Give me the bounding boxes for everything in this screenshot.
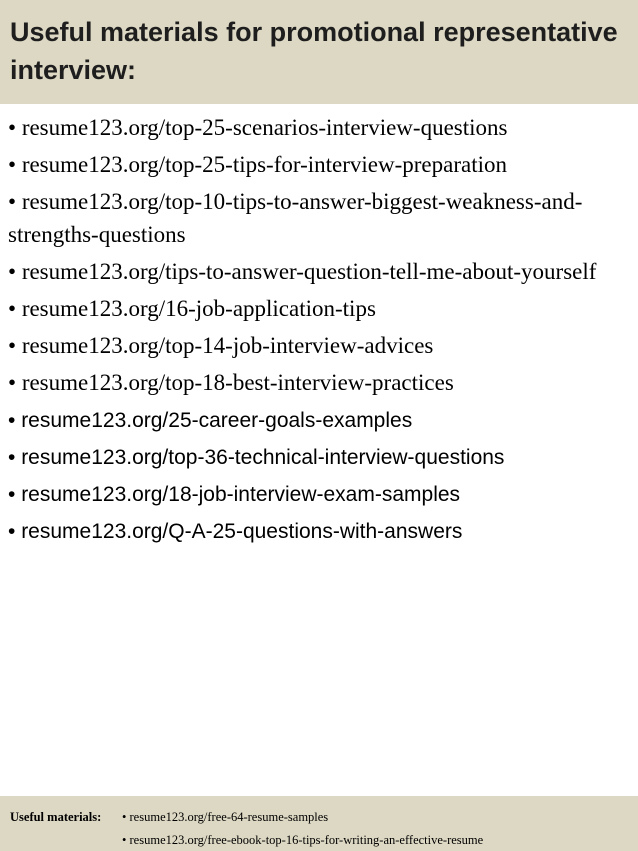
list-item[interactable] bbox=[8, 148, 628, 181]
footer-label-spacer bbox=[10, 829, 122, 851]
header-banner bbox=[0, 0, 638, 104]
resource-link[interactable]: resume123.org/top-36-technical-interview-questions bbox=[21, 446, 505, 469]
resource-link[interactable]: resume123.org/top-14-job-interview-advices bbox=[21, 333, 434, 358]
bullet-icon: • bbox=[122, 810, 130, 824]
bullet-icon: • bbox=[8, 259, 22, 284]
list-item[interactable] bbox=[8, 185, 628, 251]
footer-link[interactable]: • resume123.org/free-ebook-top-16-tips-for-writing-an-effective-resume bbox=[122, 833, 484, 847]
list-item[interactable] bbox=[8, 440, 628, 476]
bullet-icon: • bbox=[8, 446, 22, 469]
page-title: Useful materials for promotional representative interview: bbox=[10, 17, 618, 85]
resource-link[interactable]: resume123.org/tips-to-answer-question-tell-me-about-yourself bbox=[21, 259, 597, 284]
footer-label: Useful materials: bbox=[10, 810, 102, 824]
list-item[interactable] bbox=[8, 477, 628, 513]
bullet-icon: • bbox=[8, 189, 22, 214]
bullet-icon: • bbox=[122, 833, 130, 847]
list-item[interactable] bbox=[8, 514, 628, 550]
footer-row bbox=[10, 829, 638, 851]
list-item[interactable] bbox=[8, 111, 628, 144]
bullet-icon: • bbox=[8, 115, 22, 140]
resource-link[interactable]: resume123.org/Q-A-25-questions-with-answers bbox=[21, 520, 463, 543]
bullet-icon: • bbox=[8, 483, 22, 506]
footer-banner bbox=[0, 796, 638, 851]
resource-link[interactable]: resume123.org/16-job-application-tips bbox=[21, 296, 376, 321]
footer-link[interactable]: • resume123.org/free-64-resume-samples bbox=[122, 810, 329, 824]
resource-link[interactable]: resume123.org/18-job-interview-exam-samples bbox=[21, 483, 461, 506]
list-item[interactable] bbox=[8, 403, 628, 439]
bullet-icon: • bbox=[8, 152, 22, 177]
bullet-icon: • bbox=[8, 333, 22, 358]
resource-link[interactable]: resume123.org/top-25-scenarios-interview-questions bbox=[21, 115, 508, 140]
resource-link[interactable]: resume123.org/25-career-goals-examples bbox=[21, 409, 413, 432]
resource-link[interactable]: resume123.org/top-10-tips-to-answer-biggest-weakness-and-strengths-questions bbox=[8, 189, 583, 247]
list-item[interactable] bbox=[8, 292, 628, 325]
bullet-icon: • bbox=[8, 520, 22, 543]
bullet-icon: • bbox=[8, 296, 22, 321]
footer-row bbox=[10, 806, 638, 829]
list-item[interactable] bbox=[8, 366, 628, 399]
resource-link[interactable]: resume123.org/top-18-best-interview-practices bbox=[21, 370, 454, 395]
resource-list bbox=[0, 111, 628, 550]
bullet-icon: • bbox=[8, 409, 22, 432]
bullet-icon: • bbox=[8, 370, 22, 395]
footer-separator: : bbox=[97, 810, 102, 824]
list-item[interactable] bbox=[8, 255, 628, 288]
list-item[interactable] bbox=[8, 329, 628, 362]
resource-link[interactable]: resume123.org/top-25-tips-for-interview-preparation bbox=[21, 152, 507, 177]
